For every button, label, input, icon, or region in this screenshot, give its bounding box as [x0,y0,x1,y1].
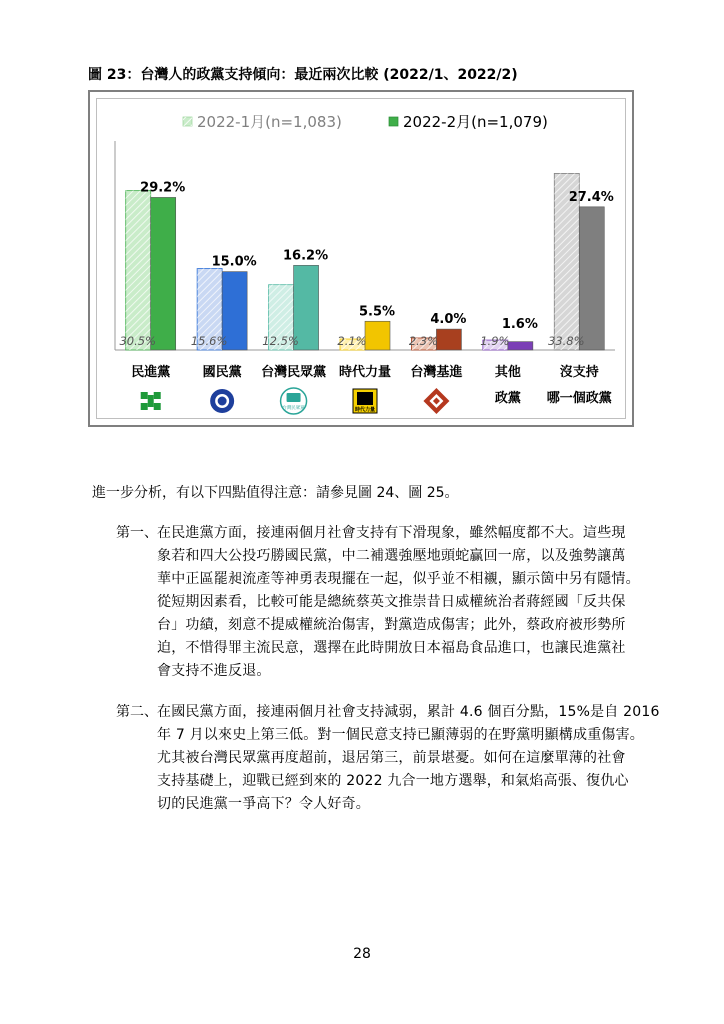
category-label: 時代力量 [338,365,392,380]
data-label-feb: 16.2% [283,248,329,264]
category-label: 台灣基進 [410,365,463,380]
point-body [157,701,660,816]
paragraph-line: 尤其被台灣民眾黨再度超前，退居第三，前景堪憂。如何在這麼單薄的社會 [157,750,626,766]
paragraph-line: 象若和四大公投巧勝國民黨，中二補選強壓地頭蛇贏回一席，以及強勢讓萬 [157,548,626,564]
data-label-feb: 1.6% [501,317,538,332]
category-label: 國民黨 [202,365,242,380]
bar-2022-feb [508,342,533,350]
chart-frame [88,90,634,427]
npp-logo-mark [357,392,373,405]
point-one [116,522,656,683]
paragraph-line: 在國民黨方面，接連兩個月社會支持減弱，累計 4.6 個百分點，15%是自 2016 [157,704,660,720]
data-label-jan: 1.9% [480,334,510,348]
bar-2022-feb [579,207,604,350]
data-label-feb: 4.0% [430,312,467,328]
category-label: 其他 [494,365,521,380]
category-label: 沒支持 [559,365,599,380]
bar-hatch [126,191,151,350]
paragraph-line: 在民進黨方面，接連兩個月社會支持有下滑現象，雖然幅度都不大。這些現 [157,525,626,541]
paragraph-line: 支持基礎上，迎戰已經到來的 2022 九合一地方選舉，和氣焰高張、復仇心 [157,773,629,789]
tpp-logo-mark [287,393,301,402]
category-label: 民進黨 [131,365,171,380]
dpp-logo-part [141,392,148,399]
legend-swatch-hatch [183,117,192,126]
point-lead: 第一、 [116,525,158,541]
data-label-jan: 2.3% [408,334,439,348]
data-label-jan: 15.6% [190,334,228,348]
npp-logo-text: 時代力量 [354,407,376,413]
paragraph-line: 切的民進黨一爭高下？令人好奇。 [157,796,370,812]
data-label-jan: 12.5% [262,334,299,348]
category-label: 政黨 [494,391,521,406]
chart-area [96,98,626,419]
bar-2022-feb [365,321,390,350]
legend-label: 2022-1月(n=1,083) [197,113,342,131]
legend-swatch-2 [389,117,398,126]
dpp-logo-part [154,403,161,410]
page-number: 28 [353,946,371,962]
data-label-jan: 33.8% [548,334,585,348]
category-label: 台灣民眾黨 [261,365,327,380]
data-label-feb: 27.4% [568,189,614,205]
data-label-jan: 30.5% [119,334,156,348]
paragraph-line: 會支持不進反退。 [157,663,271,679]
dpp-logo-part [148,395,154,407]
bar-chart [97,99,627,420]
bar-2022-feb [436,329,461,350]
paragraph-line: 從短期因素看，比較可能是總統蔡英文推崇昔日威權統治者蔣經國「反共保 [157,594,626,610]
legend-label: 2022-2月(n=1,079) [403,113,548,131]
data-label-feb: 15.0% [211,254,257,270]
category-label: 哪一個政黨 [546,391,612,406]
data-label-feb: 5.5% [358,304,396,320]
intro-paragraph: 進一步分析，有以下四點值得注意：請參見圖 24、圖 25。 [92,485,459,501]
paragraph-line: 年 7 月以來史上第三低。對一個民意支持已顯薄弱的在野黨明顯構成重傷害。 [157,727,645,743]
tpp-logo-text: 台灣民眾黨 [282,406,305,411]
data-label-feb: 29.2% [140,180,186,196]
dpp-logo-part [154,392,161,399]
paragraph-line: 華中正區罷昶流產等神勇表現擺在一起，似乎並不相襯，顯示箇中另有隱情。 [157,571,640,587]
point-lead: 第二、 [116,704,158,720]
point-two [116,701,660,816]
kmt-logo-core [218,397,227,406]
paragraph-line: 台」功績，刻意不提威權統治傷害，對黨造成傷害；此外，蔡政府被形勢所 [157,617,626,633]
point-body [157,522,657,683]
data-label-jan: 2.1% [337,334,367,348]
bar-2022-feb [151,197,176,350]
dpp-logo-part [141,403,148,410]
figure-caption: 圖 23：台灣人的政黨支持傾向：最近兩次比較 (2022/1、2022/2) [88,67,518,83]
paragraph-line: 迫，不惜得罪主流民意，選擇在此時開放日本福島食品進口，也讓民進黨社 [157,640,626,656]
